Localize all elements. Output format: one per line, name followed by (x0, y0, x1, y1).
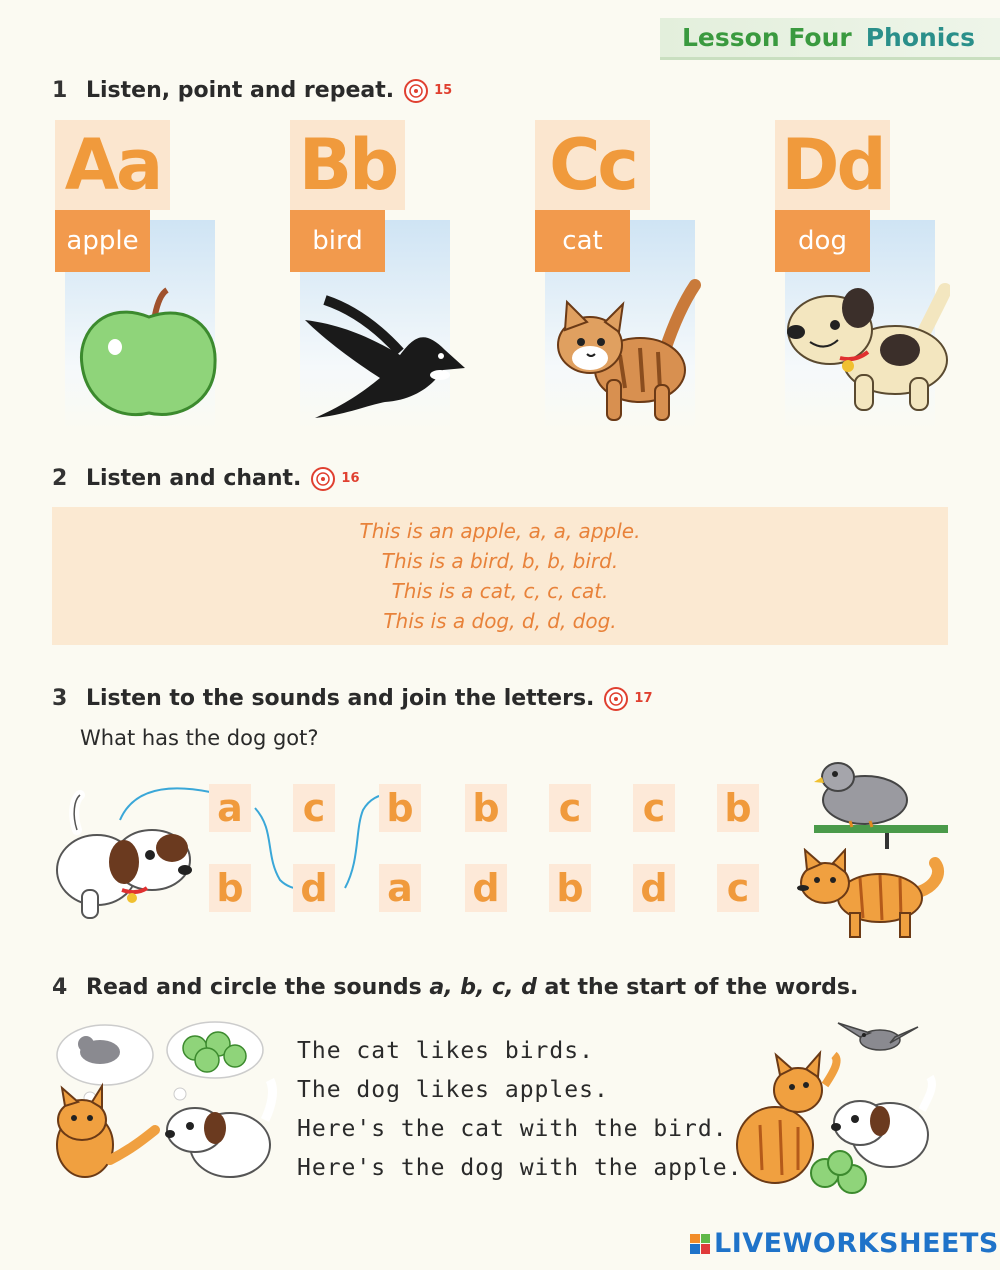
bird-on-perch-icon (810, 755, 950, 855)
dog-icon (780, 280, 950, 420)
section-number: 4 (52, 975, 68, 1000)
letter-tile[interactable]: d (293, 864, 335, 912)
letter-tile[interactable]: c (633, 784, 675, 832)
letter-tile[interactable]: b (209, 864, 251, 912)
lesson-header (660, 18, 1000, 60)
card-letters: Dd (775, 120, 890, 210)
sentence[interactable]: Here's the dog with the apple. (297, 1155, 743, 1181)
section1-heading (52, 78, 452, 103)
chant-line: This is a bird, b, b, bird. (381, 549, 619, 573)
letter-tile[interactable]: b (465, 784, 507, 832)
section3-heading (52, 686, 653, 711)
letter-card-d (775, 120, 945, 430)
letter-tile[interactable]: a (209, 784, 251, 832)
chant-line: This is a dog, d, d, dog. (383, 609, 617, 633)
letter-card-b (290, 120, 460, 430)
track-number: 16 (341, 471, 360, 486)
chant-line: This is an apple, a, a, apple. (359, 519, 641, 543)
thinking-cat-dog-icon (50, 1020, 285, 1185)
sentence[interactable]: Here's the cat with the bird. (297, 1116, 728, 1142)
cat-icon (545, 270, 705, 430)
logo-mark-icon (690, 1234, 710, 1254)
letter-tile[interactable]: d (465, 864, 507, 912)
track-number: 17 (634, 691, 653, 706)
section-number: 3 (52, 686, 68, 711)
section4-instruction-post: at the start of the words. (536, 975, 859, 1000)
section-number: 1 (52, 78, 68, 103)
card-word: bird (290, 210, 385, 272)
letter-tile[interactable]: d (633, 864, 675, 912)
sentence-list (297, 1032, 742, 1188)
liveworksheets-logo (690, 1228, 999, 1259)
section-number: 2 (52, 466, 68, 491)
letter-tile[interactable]: a (379, 864, 421, 912)
cat-dog-bird-apples-icon (730, 1015, 940, 1195)
letter-tile[interactable]: c (717, 864, 759, 912)
bird-icon (305, 290, 465, 420)
logo-text: LIVEWORKSHEETS (714, 1228, 999, 1259)
cat-icon (795, 848, 945, 940)
audio-cd-icon[interactable] (604, 687, 628, 711)
lesson-label: Lesson Four (682, 23, 852, 52)
letter-card-c (535, 120, 705, 430)
section3-question: What has the dog got? (80, 726, 319, 750)
section3-instruction: Listen to the sounds and join the letters. (86, 686, 595, 711)
audio-cd-icon[interactable] (311, 467, 335, 491)
card-letters: Cc (535, 120, 650, 210)
track-number: 15 (434, 83, 453, 98)
audio-cd-icon[interactable] (404, 79, 428, 103)
letter-tile[interactable]: c (293, 784, 335, 832)
card-letters: Bb (290, 120, 405, 210)
card-word: apple (55, 210, 150, 272)
section2-instruction: Listen and chant. (86, 466, 302, 491)
section4-instruction-letters: a, b, c, d (429, 975, 537, 1000)
lesson-topic: Phonics (865, 23, 976, 52)
section1-instruction: Listen, point and repeat. (86, 78, 395, 103)
sentence[interactable]: The dog likes apples. (297, 1077, 609, 1103)
letter-card-a (55, 120, 225, 430)
section4-heading (52, 975, 858, 1000)
letter-tile[interactable]: b (549, 864, 591, 912)
chant-line: This is a cat, c, c, cat. (391, 579, 609, 603)
letter-tile[interactable]: b (379, 784, 421, 832)
letter-tile[interactable]: b (717, 784, 759, 832)
sentence[interactable]: The cat likes birds. (297, 1038, 594, 1064)
apple-icon (77, 285, 222, 425)
section4-instruction-pre: Read and circle the sounds (86, 975, 430, 1000)
card-word: dog (775, 210, 870, 272)
letter-tile[interactable]: c (549, 784, 591, 832)
section2-heading (52, 466, 360, 491)
card-letters: Aa (55, 120, 170, 210)
chant-box (52, 507, 948, 645)
card-word: cat (535, 210, 630, 272)
